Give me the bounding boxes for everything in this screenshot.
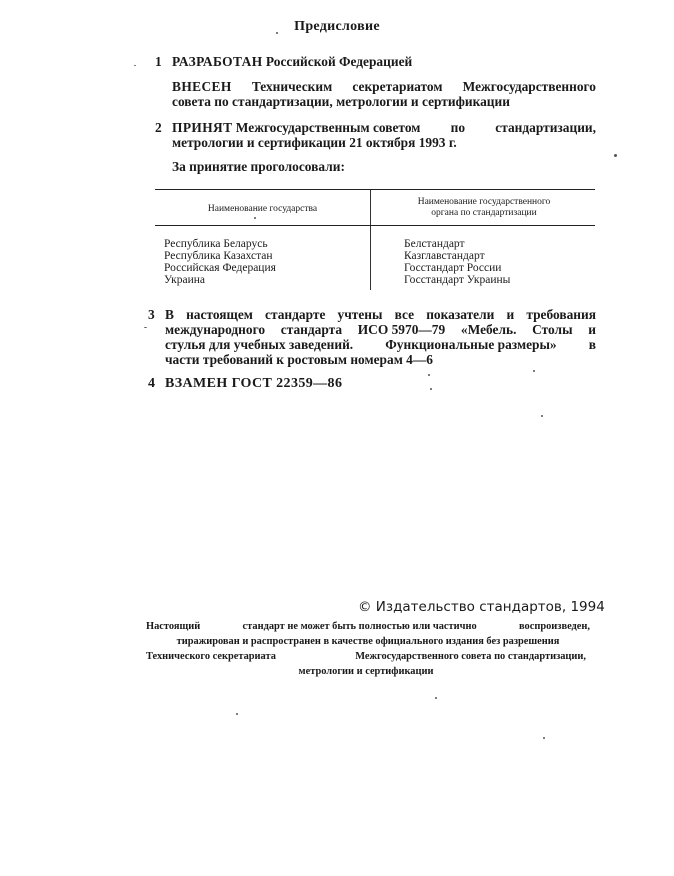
- scan-speck: [435, 697, 437, 699]
- section-1b-word: Межгосударственного: [462, 79, 596, 94]
- section-3-word: требования: [526, 307, 596, 322]
- table-cell-state: Украина: [164, 274, 205, 286]
- table-cell-state: Российская Федерация: [164, 262, 276, 274]
- section-4: [148, 376, 342, 391]
- section-4-text: ВЗАМЕН ГОСТ 22359—86: [165, 376, 343, 391]
- table-cell-state: Республика Казахстан: [164, 250, 273, 262]
- table-cell-body: Госстандарт России: [404, 262, 502, 274]
- scan-speck: [430, 388, 432, 390]
- scan-speck: [614, 154, 617, 157]
- section-3-line-1: [148, 307, 596, 322]
- section-3-line-2: [165, 322, 596, 337]
- section-1b-line-2: совета по стандартизации, метрологии и сертификации: [172, 94, 510, 109]
- section-4-number: 4: [148, 376, 156, 391]
- section-3-word: и: [506, 307, 515, 322]
- table-header-body-1: Наименование государственного: [417, 197, 551, 207]
- notice-line-2: тиражирован и распространен в качестве официального издания без разрешения: [176, 636, 560, 647]
- notice-word: воспроизведен,: [518, 621, 590, 632]
- section-3-word: «Мебель.: [460, 322, 517, 337]
- table-top-rule: [155, 189, 595, 190]
- section-3-word: показатели: [426, 307, 495, 322]
- table-cell-body: Белстандарт: [404, 238, 465, 250]
- section-2-word: Межгосударственным советом: [235, 120, 421, 135]
- section-3-word: Столы: [532, 322, 573, 337]
- section-2-number: 2: [155, 120, 162, 135]
- section-3-word: международного: [165, 322, 266, 337]
- page-title: Предисловие: [294, 19, 380, 34]
- section-1-heading: РАЗРАБОТАН: [172, 54, 263, 69]
- section-3-line-4: части требований к ростовым номерам 4—6: [165, 352, 433, 367]
- table-header-body-2: органа по стандартизации: [431, 208, 537, 218]
- section-3-word: В: [165, 307, 174, 322]
- notice-line-1: [146, 619, 590, 634]
- section-3-word: все: [394, 307, 415, 322]
- notice-word: Технического секретариата: [146, 651, 276, 662]
- section-3-word: стулья для учебных заведений.: [165, 337, 354, 352]
- notice-word: стандарт не может быть полностью или частично: [242, 621, 477, 632]
- section-3-word: учтены: [337, 307, 383, 322]
- scan-speck: [254, 217, 256, 219]
- scan-speck: [276, 32, 278, 34]
- section-2-line-2: метрологии и сертификации 21 октября 1993 г.: [172, 135, 457, 150]
- section-3-line-3: [165, 337, 596, 352]
- copyright-notice: © Издательство стандартов, 1994: [358, 599, 605, 615]
- section-3-word: стандарте: [265, 307, 326, 322]
- section-1b-heading: ВНЕСЕН: [172, 79, 232, 94]
- scan-speck: [428, 374, 430, 376]
- section-2-word: стандартизации,: [495, 120, 596, 135]
- section-1: [155, 54, 412, 69]
- section-2-word: по: [450, 120, 466, 135]
- table-header-rule: [155, 225, 595, 226]
- section-1b-word: Техническим: [251, 79, 333, 94]
- section-3-word: Функциональные размеры»: [385, 337, 557, 352]
- section-3-word: в: [588, 337, 596, 352]
- section-1-text: Российской Федерацией: [265, 54, 413, 69]
- section-3-number: 3: [148, 307, 155, 322]
- section-1b-word: секретариатом: [352, 79, 443, 94]
- table-header-state: Наименование государства: [207, 204, 318, 214]
- section-3-word: ИСО 5970—79: [357, 322, 446, 337]
- scan-speck: [144, 327, 147, 328]
- scan-speck: [134, 65, 136, 66]
- table-cell-body: Госстандарт Украины: [404, 274, 511, 286]
- table-cell-state: Республика Беларусь: [164, 238, 268, 250]
- notice-word: Межгосударственного совета по стандартизации,: [355, 651, 586, 662]
- vote-label: За принятие проголосовали:: [172, 159, 345, 174]
- section-3-word: и: [588, 322, 596, 337]
- section-1b-line-1: [172, 79, 596, 94]
- table-cell-body: Казглавстандарт: [404, 250, 485, 262]
- notice-line-3: [146, 649, 586, 664]
- scan-speck: [533, 370, 535, 372]
- table-column-divider: [370, 190, 371, 290]
- scan-speck: [236, 713, 238, 715]
- scan-speck: [541, 415, 543, 417]
- notice-line-4: метрологии и сертификации: [298, 666, 434, 677]
- section-3-word: настоящем: [186, 307, 253, 322]
- notice-word: Настоящий: [146, 621, 201, 632]
- section-3-word: стандарта: [280, 322, 343, 337]
- section-1-number: 1: [155, 54, 162, 69]
- section-2-heading: ПРИНЯТ: [172, 120, 233, 135]
- scan-speck: [543, 737, 545, 739]
- section-2-line-1: [155, 120, 596, 135]
